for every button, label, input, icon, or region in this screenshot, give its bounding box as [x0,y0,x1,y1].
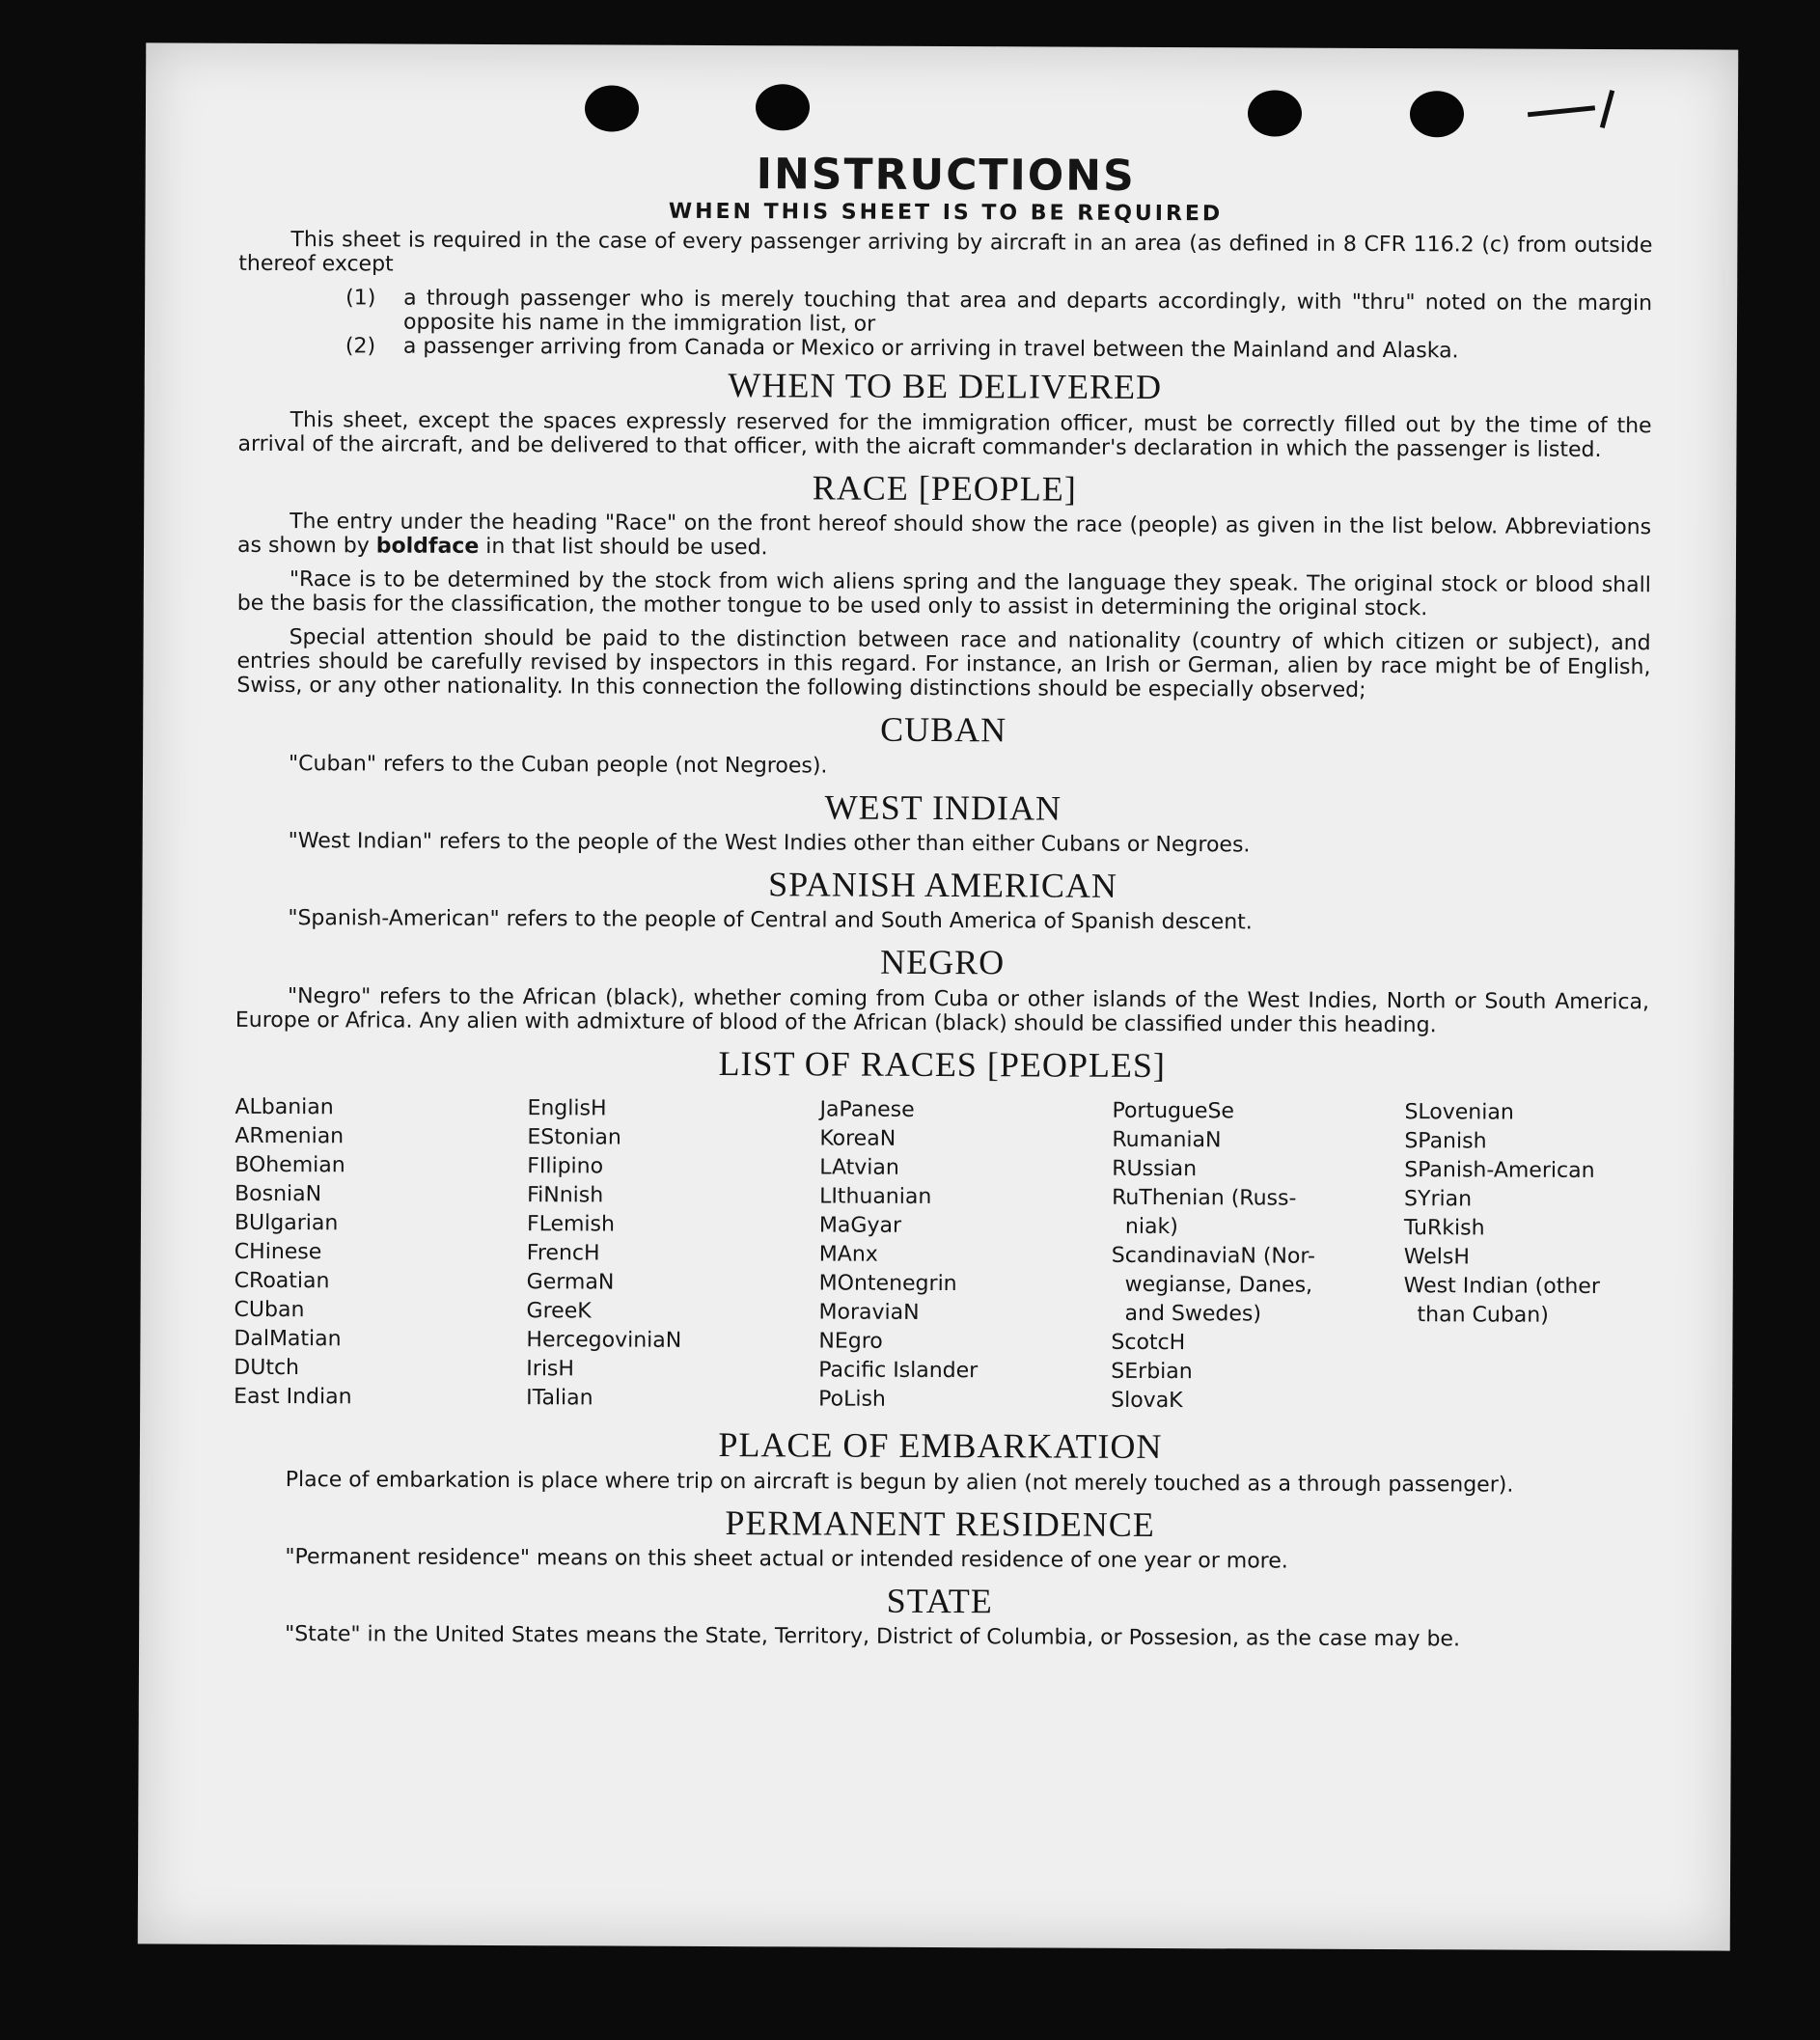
section-heading-state: STATE [886,1581,993,1621]
section-heading-races: LIST OF RACES [PEOPLES] [718,1043,1166,1085]
race-entry: SErbian [1111,1359,1193,1385]
race-paragraph-1 [237,510,1651,564]
race-entry: West Indian (other [1403,1274,1600,1300]
race-entry: MAnx [818,1242,878,1267]
race-entry: MOntenegrin [818,1271,957,1297]
instructions-content [233,150,1653,1663]
race-entry: BUlgarian [234,1210,339,1236]
race-entry: ITalian [526,1386,593,1411]
race-entry: BOhemian [234,1152,345,1178]
race-column [1111,1097,1404,1417]
race-entry: GermaN [526,1270,615,1295]
race-entry: SPanish-American [1404,1158,1595,1184]
race-entry: FIlipino [527,1154,604,1179]
race-entry: TuRkish [1403,1216,1485,1241]
section-heading-west-indian: WEST INDIAN [824,787,1062,828]
exception-item [238,334,1652,364]
race-entry: JaPanese [819,1097,915,1123]
punch-hole [1248,90,1302,136]
section-heading-cuban: CUBAN [880,709,1007,750]
race-entry: ARmenian [234,1123,345,1149]
race-entry: wegianse, Danes, [1111,1272,1313,1298]
spanish-american-paragraph: "Spanish-American" refers to the people of Central and South America of Spanish descent. [288,906,1253,935]
boldface-word: boldface [375,534,480,560]
section-heading-race: RACE [PEOPLE] [812,468,1077,509]
race-entry: East Indian [234,1384,352,1410]
race-entry: LIthuanian [819,1184,932,1210]
race-entry: ScotcH [1111,1330,1186,1356]
west-indian-paragraph: "West Indian" refers to the people of the West Indies other than either Cubans or Negroes. [288,829,1251,858]
race-text: in that list should be used. [479,535,768,561]
race-entry: EnglisH [527,1096,607,1121]
race-entry: than Cuban) [1403,1303,1549,1328]
race-entry: Pacific Islander [818,1358,979,1384]
race-column [1403,1098,1648,1418]
race-entry: DUtch [234,1355,300,1381]
race-column [234,1093,527,1413]
race-entry: RuThenian (Russ- [1112,1185,1297,1211]
punch-hole [756,84,810,130]
ink-mark [1528,105,1595,117]
race-entry: PoLish [818,1387,886,1412]
section-heading-residence: PERMANENT RESIDENCE [725,1502,1155,1544]
race-paragraph-3: Special attention should be paid to the distinction between race and nationality (country of which citizen or subject), and entries should be carefully revised by inspectors in this regard. For instance, an Irish or German, alien by race might be of English, Swiss, or any other nationality. In this connection the following distinctions should be especially observed; [236,625,1651,703]
race-entry: DalMatian [234,1326,342,1352]
race-entry: SLovenian [1404,1100,1514,1125]
race-entry: BosniaN [234,1181,322,1207]
race-entry: NEgro [818,1329,883,1354]
race-paragraph-2: "Race is to be determined by the stock from wich aliens spring and the language they speak. The original stock or blood shall be the basis for the classification, the mother tongue to be used only to assist in determining the original stock. [236,567,1651,621]
item-number: (2) [345,334,376,359]
cuban-paragraph: "Cuban" refers to the Cuban people (not Negroes). [288,751,828,779]
race-entry: LAtvian [819,1155,899,1180]
race-entry: FLemish [526,1212,616,1237]
race-entry: MoraviaN [818,1300,920,1326]
section-heading-spanish-american: SPANISH AMERICAN [768,865,1117,905]
race-entry: CUban [234,1297,305,1323]
section-heading-delivered: WHEN TO BE DELIVERED [728,366,1163,407]
race-entry: SYrian [1404,1187,1473,1212]
race-entry: IrisH [526,1357,575,1382]
negro-paragraph: "Negro" refers to the African (black), whether coming from Cuba or other islands of the West Indies, North or South America, Europe or Africa. Any alien with admixture of blood of the African (black) should be classified under this heading. [234,983,1650,1037]
race-column [526,1094,819,1414]
race-entry: HercegoviniaN [526,1328,682,1353]
race-entry: RumaniaN [1112,1127,1222,1153]
state-paragraph: "State" in the United States means the State, Territory, District of Columbia, or Possesion, as the case may be. [285,1622,1461,1652]
race-entry: niak) [1111,1214,1178,1240]
race-entry: RUssian [1112,1156,1198,1182]
race-entry: MaGyar [818,1213,902,1238]
race-entry: PortugueSe [1112,1098,1235,1124]
item-number: (1) [345,286,376,311]
race-entry: FrencH [526,1241,600,1266]
race-entry: KoreaN [819,1126,896,1151]
page-title: INSTRUCTIONS [756,150,1136,201]
race-entry: WelsH [1403,1245,1471,1270]
document-page [138,42,1739,1950]
race-entry: SPanish [1404,1129,1487,1154]
race-entry: GreeK [526,1299,592,1324]
punch-hole [585,85,639,131]
intro-paragraph: This sheet is required in the case of every passenger arriving by aircraft in an area (as defined in 8 CFR 116.2 (c) from outside thereof except [238,228,1653,277]
race-entry: and Swedes) [1111,1301,1262,1327]
punch-hole [1410,91,1464,137]
race-list [234,1093,1648,1418]
page-subtitle: WHEN THIS SHEET IS TO BE REQUIRED [668,200,1224,227]
ink-mark [1600,90,1614,128]
embarkation-paragraph: Place of embarkation is place where trip on aircraft is begun by alien (not merely touched as a through passenger). [285,1467,1514,1498]
residence-paragraph: "Permanent residence" means on this sheet actual or intended residence of one year or more. [285,1544,1288,1574]
item-text: a passenger arriving from Canada or Mexico or arriving in travel between the Mainland and Alaska. [402,334,1459,364]
race-entry: CHinese [234,1239,322,1265]
race-column [818,1096,1112,1416]
section-heading-negro: NEGRO [880,943,1006,982]
race-entry: ALbanian [234,1094,334,1120]
delivered-paragraph: This sheet, except the spaces expressly reserved for the immigration officer, must be correctly filled out by the time of the arrival of the aircraft, and be delivered to that officer, with the aicraft commander's declaration in which the passenger is listed. [237,407,1652,462]
race-entry: ScandinaviaN (Nor- [1111,1243,1316,1269]
race-text: The entry under the heading "Race" on the front hereof should show the race (people) as given in the list below. Abbreviations as shown by [236,510,1652,559]
race-entry: CRoatian [234,1268,330,1294]
item-text: a through passenger who is merely touching that area and departs accordingly, with "thru" noted on the margin opposite his name in the immigration list, or [402,286,1653,338]
section-heading-embarkation: PLACE OF EMBARKATION [718,1425,1163,1467]
exception-item [238,286,1652,340]
race-entry: EStonian [527,1125,621,1150]
race-entry: SlovaK [1111,1388,1183,1414]
race-entry: FiNnish [527,1183,604,1208]
